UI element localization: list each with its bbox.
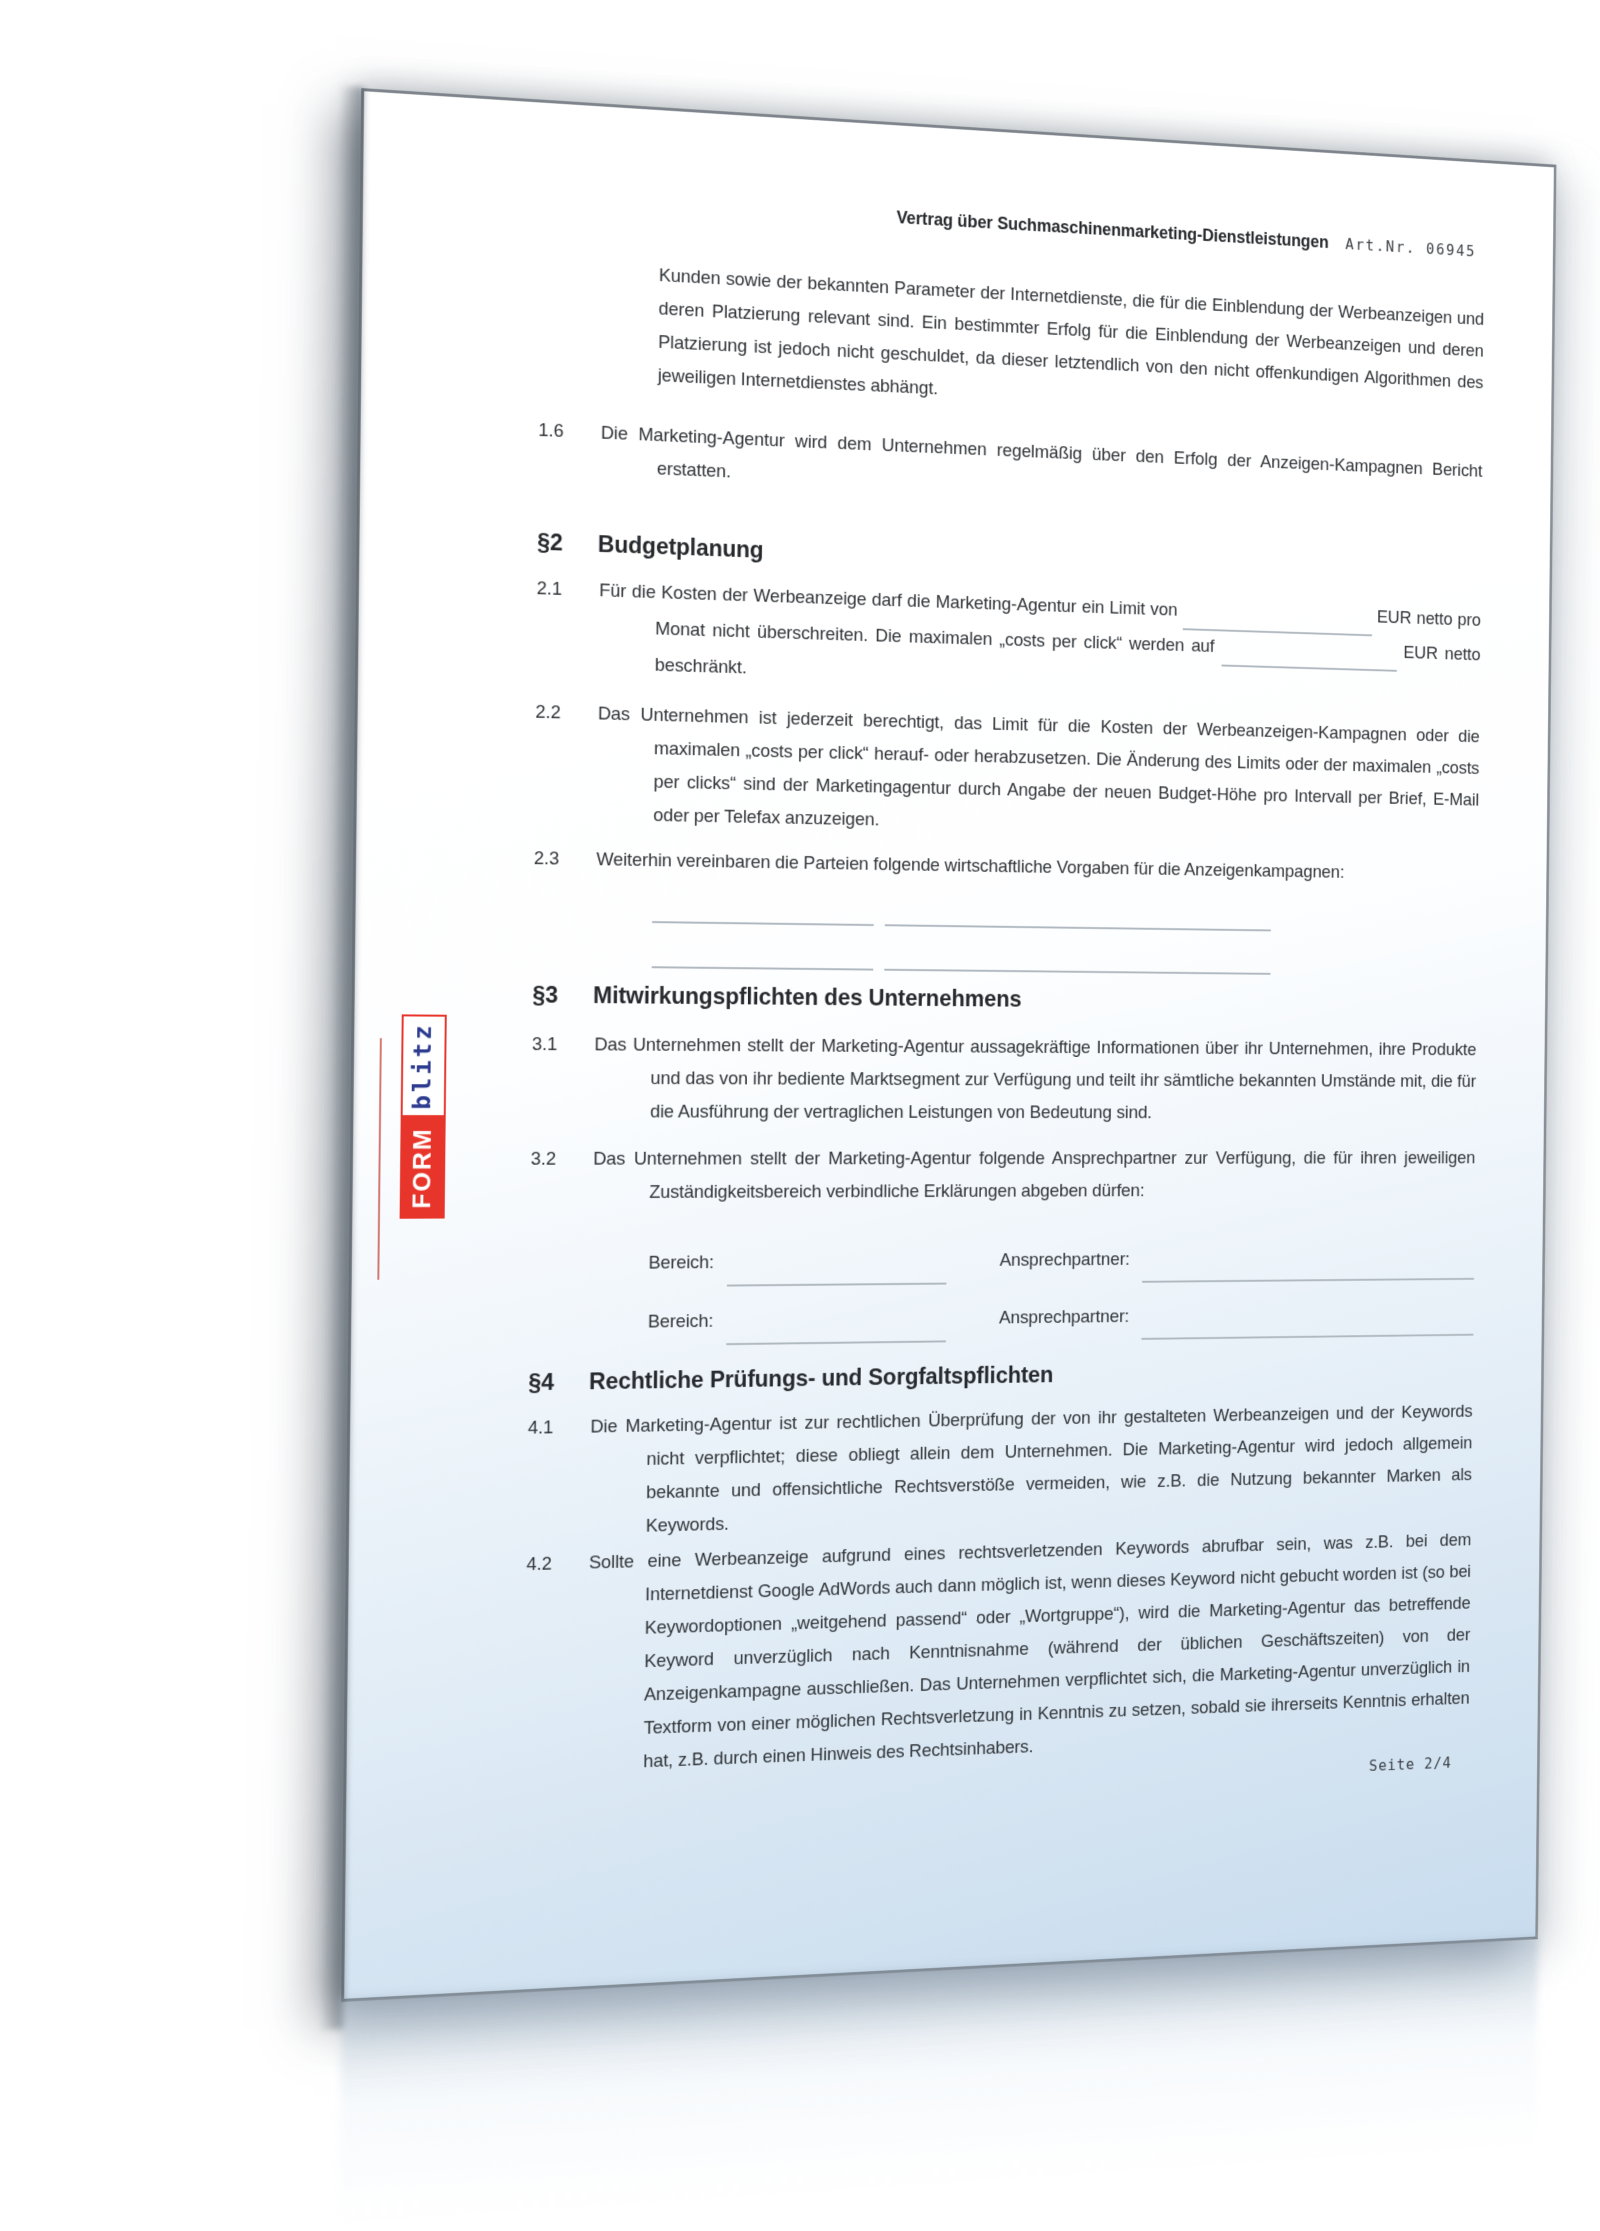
bereich-label-1: Bereich: [648, 1247, 714, 1281]
clause-3-1-text: Das Unternehmen stellt der Marketing-Agentur aussagekräftige Informationen über ihr Unternehmen, ihre Produkte und das von ihr bediente Marktsegment zur Verfügung und teilt ihr sämtliche bekannten Umstände mit, die für die Ausführung der vertraglichen Leistungen von Bedeutung sind. [650, 1029, 1477, 1130]
clause-2-1-part3: netto beschränkt. [655, 644, 1481, 678]
formblitz-logo [400, 1053, 447, 1218]
document-content [344, 91, 1554, 1999]
clause-3-2-text: Das Unternehmen stellt der Marketing-Agentur folgende Ansprechpartner zur Verfügung, die für ihren jeweiligen Zuständigkeitsbereich verbindliche Erklärungen abgeben dürfen: [649, 1143, 1475, 1210]
ansprechpartner-label-1: Ansprechpartner: [999, 1244, 1130, 1278]
clause-2-2 [356, 691, 1548, 850]
clause-3-2 [352, 1143, 1543, 1211]
bereich-input-line-1 [727, 1282, 946, 1287]
section-2-title: Budgetplanung [598, 528, 1482, 593]
logo-blitz-text: blitz [401, 1015, 447, 1118]
clause-1-6-text: Die Marketing-Agentur wird dem Unternehmen regelmäßig über den Erfolg der Anzeigen-Kampagnen Bericht erstatten. [657, 419, 1483, 519]
target-blank-line-1b [885, 913, 1271, 932]
section-3-title: Mitwirkungspflichten des Unternehmens [593, 979, 1477, 1019]
eur-label: EUR [1403, 643, 1438, 664]
clause-4-2-number: 4.2 [526, 1548, 552, 1582]
clause-2-2-text: Das Unternehmen ist jederzeit berechtigt, das Limit für die Kosten der Werbeanzeigen-Kampagnen oder die maximalen „costs per click“ herauf- oder herabzusetzen. Die Änderung des Limits oder der maximalen „costs per clicks“ sind der Marketingagentur durch Angabe der neuen Budget-Höhe pro Intervall per Brief, E-Mail oder per Telefax anzuzeigen. [653, 699, 1480, 848]
logo-form-text: FORM [400, 1117, 446, 1218]
section-3-number: §3 [532, 979, 558, 1013]
clause-3-2-number: 3.2 [531, 1143, 557, 1177]
section-4-number: §4 [528, 1366, 554, 1400]
contact-row-2 [648, 1297, 1474, 1339]
bereich-label-2: Bereich: [648, 1305, 714, 1339]
target-blank-line-2b [884, 957, 1270, 975]
clause-3-1-number: 3.1 [532, 1028, 558, 1062]
ansprechpartner-input-line-1 [1142, 1277, 1474, 1283]
document-page [341, 88, 1556, 2002]
document-header [896, 201, 1476, 268]
clause-4-1-text: Die Marketing-Agentur ist zur rechtlichen Überprüfung der von ihr gestalteten Werbeanzeigen und der Keywords nicht verpflichtet; diese obliegt allein dem Unternehmen. Die Marketing-Agentur wird jedoch allgemein bekannte und offensichtliche Rechtsverstöße vermeiden, wie z.B. die Nutzung bekannter Marken als Keywords. [646, 1396, 1473, 1543]
section-4-heading [350, 1352, 1541, 1403]
clause-1-6-number: 1.6 [538, 414, 564, 449]
cpc-limit-blank-line [1221, 653, 1396, 672]
targets-blank-row-1 [652, 901, 1478, 945]
contact-row-1 [648, 1242, 1474, 1281]
clause-2-3-number: 2.3 [534, 842, 560, 876]
formblitz-logo-inner [400, 1053, 447, 1218]
clause-2-1-part1: Für die Kosten der Werbeanzeige darf die Marketing-Agentur ein Limit von [599, 580, 1177, 620]
clause-2-2-number: 2.2 [535, 696, 561, 730]
clause-2-1-part2: pro Monat nicht überschreiten. Die maximalen „costs per click“ werden auf [655, 610, 1481, 657]
clause-3-1 [353, 1027, 1544, 1130]
article-number: Art.Nr. 06945 [1345, 235, 1476, 260]
clause-4-2-text: Sollte eine Werbeanzeige aufgrund eines rechtsverletzenden Keywords abrufbar sein, was z.B. bei dem Internetdienst Google AdWords auch dann möglich ist, wenn dieses Keyword nicht gebucht worden ist (so bei Keywordoptionen „weitgehend passend“ oder „Wortgruppe“), wird die Marketing-Agentur das betreffende Keyword unverzüglich nach Kenntnisnahme (während der üblichen Geschäftszeiten) von der Anzeigenkampagne ausschließen. Das Unternehmen verpflichtet sich, die Marketing-Agentur unverzüglich in Textform von einer möglichen Rechtsverletzung in Kenntnis zu setzen, sobald sie ihrerseits Kenntnis erhalten hat, z.B. durch einen Hinweis des Rechtsinhabers. [643, 1525, 1471, 1779]
clause-4-2 [346, 1523, 1539, 1791]
clause-2-1-text [655, 577, 1481, 706]
target-blank-line-1a [652, 909, 874, 926]
section-2-number: §2 [537, 526, 563, 561]
intro-paragraph-text: Kunden sowie der bekannten Parameter der Internetdienste, die für die Einblendung der Werbeanzeigen und deren Platzierung relevant sind. Ein bestimmter Erfolg für die Einblendung der Werbeanzeigen und deren Platzierung ist jedoch nicht geschuldet, da dieser letztendlich von den nicht offenkundigen Algorithmen des jeweiligen Internetdienstes abhängt. [658, 259, 1484, 431]
page-number: Seite 2/4 [1369, 1747, 1452, 1782]
eur-netto-label: EUR netto [1377, 607, 1453, 629]
clause-2-3 [356, 839, 1547, 892]
clause-2-3-text: Weiterhin vereinbaren die Parteien folgende wirtschaftliche Vorgaben für die Anzeigenkampagnen: [653, 845, 1479, 892]
intro-paragraph [361, 243, 1552, 434]
clause-4-1-number: 4.1 [528, 1412, 554, 1446]
ansprechpartner-label-2: Ansprechpartner: [999, 1301, 1130, 1335]
target-blank-line-2a [652, 954, 874, 970]
clause-2-1-number: 2.1 [537, 572, 563, 606]
bereich-input-line-2 [726, 1339, 946, 1345]
document-title: Vertrag über Suchmaschinenmarketing-Dienstleistungen [896, 208, 1328, 252]
ansprechpartner-input-line-2 [1142, 1333, 1474, 1340]
budget-limit-blank-line [1182, 617, 1371, 636]
section-4-title: Rechtliche Prüfungs- und Sorgfaltspflichten [589, 1353, 1473, 1399]
